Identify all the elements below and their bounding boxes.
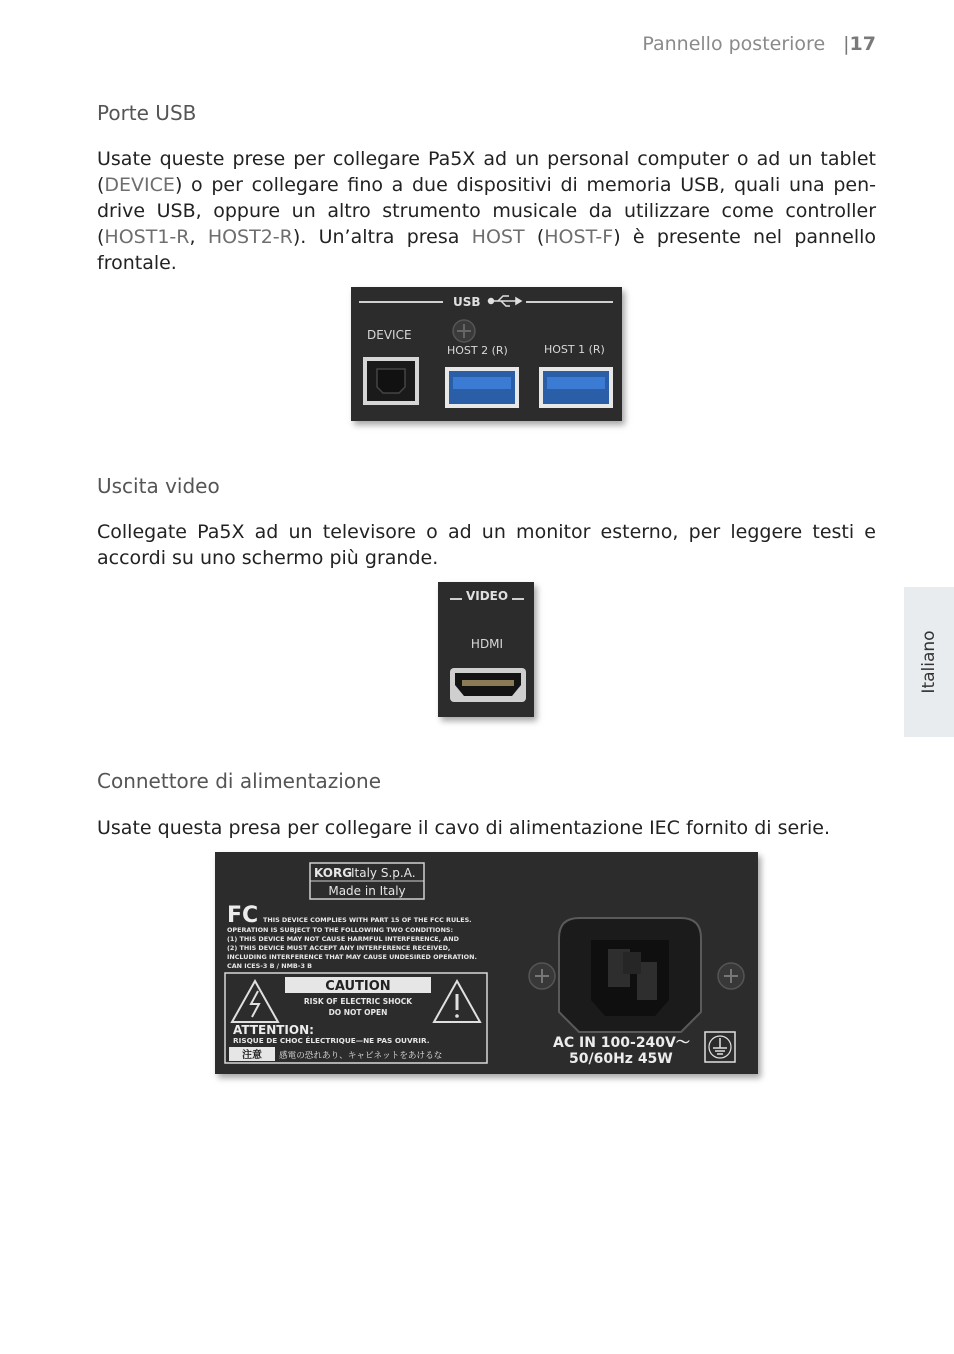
host1-term: HOST1-R	[104, 226, 190, 248]
svg-text:注意: 注意	[242, 1050, 262, 1061]
ground-screw-icon	[453, 320, 475, 342]
section-title: Pannello posteriore	[642, 33, 826, 55]
power-heading: Connettore di alimentazione	[97, 769, 382, 793]
svg-text:(1) THIS DEVICE MAY NOT CAUSE: (1) THIS DEVICE MAY NOT CAUSE HARMFUL INTERFERENCE, AND	[227, 935, 459, 943]
ac-in-label: AC IN 100-240V～	[553, 1035, 690, 1051]
usb-a-port-host2-icon	[445, 367, 519, 408]
svg-text:RISQUE DE CHOC ÉLECTRIQUE—NE P: RISQUE DE CHOC ÉLECTRIQUE—NE PAS OUVRIR.	[233, 1036, 430, 1045]
iec-socket-icon	[529, 918, 744, 1032]
page-number: 17	[849, 33, 876, 55]
host2-term: HOST2-R	[207, 226, 293, 248]
video-panel-image	[438, 582, 534, 717]
fcc-text	[227, 916, 477, 970]
device-term: DEVICE	[104, 174, 175, 196]
page-header	[642, 33, 876, 55]
svg-text:OPERATION IS SUBJECT TO THE FO: OPERATION IS SUBJECT TO THE FOLLOWING TWO CONDITIONS:	[227, 926, 454, 934]
svg-text:感電の恐れあり、キャビネットをあけるな: 感電の恐れあり、キャビネットをあけるな	[279, 1051, 443, 1061]
usb-title: USB	[453, 295, 481, 309]
host-term: HOST	[471, 226, 525, 248]
svg-text:DO NOT OPEN: DO NOT OPEN	[328, 1008, 388, 1017]
made-in-label: Made in Italy	[328, 884, 406, 898]
ac-rating-label: 50/60Hz 45W	[569, 1051, 673, 1067]
svg-text:(2) THIS DEVICE MUST ACCEPT AN: (2) THIS DEVICE MUST ACCEPT ANY INTERFERENCE RECEIVED,	[227, 944, 451, 952]
usb-host2-label: HOST 2 (R)	[447, 344, 508, 357]
svg-text:INCLUDING INTERFERENCE THAT MA: INCLUDING INTERFERENCE THAT MAY CAUSE UNDESIRED OPERATION.	[227, 953, 477, 961]
attention-title: ATTENTION:	[233, 1023, 314, 1037]
video-paragraph: Collegate Pa5X ad un televisore o ad un monitor esterno, per leggere testi e accordi su uno schermo più grande.	[97, 521, 876, 569]
class-i-earth-icon	[705, 1032, 735, 1062]
korg-label	[310, 863, 424, 899]
lightning-warning-icon	[232, 981, 278, 1022]
usb-heading: Porte USB	[97, 101, 197, 125]
usb-b-port-icon	[363, 357, 419, 405]
hdmi-label: HDMI	[470, 637, 504, 651]
usb-device-label: DEVICE	[367, 328, 412, 342]
usb-paragraph: Usate queste prese per collegare Pa5X ad un personal computer o ad un tablet (DEVICE) o per collegare fino a due dispositivi di memoria USB, quali una pen-drive USB, oppure un altro strumento musicale da utilizzare come controller (HOST1-R, HOST2-R). Un’altra presa HOST (HOST-F) è presente nel pannello frontale.	[97, 148, 876, 274]
power-panel-image	[215, 852, 758, 1074]
usb-host1-label: HOST 1 (R)	[544, 343, 605, 356]
usb-a-port-host1-icon	[539, 367, 613, 408]
caution-label	[225, 973, 487, 1063]
svg-text:RISK OF ELECTRIC SHOCK: RISK OF ELECTRIC SHOCK	[303, 997, 413, 1006]
video-heading: Uscita video	[97, 474, 220, 498]
korg-company: Italy S.p.A.	[351, 866, 416, 880]
header-separator: |	[843, 33, 850, 55]
hostf-term: HOST-F	[544, 226, 614, 248]
hdmi-port-icon	[450, 668, 526, 702]
video-title: VIDEO	[465, 589, 509, 603]
language-tab-label: Italiano	[919, 630, 939, 694]
korg-brand: KORG	[314, 866, 353, 880]
language-tab	[904, 587, 954, 737]
usb-symbol-icon	[489, 296, 522, 306]
usb-panel-image	[351, 287, 622, 421]
caution-title: CAUTION	[325, 979, 391, 994]
fcc-logo: FC	[227, 903, 259, 928]
power-paragraph: Usate questa presa per collegare il cavo di alimentazione IEC fornito di serie.	[97, 817, 831, 839]
svg-text:CAN ICES-3 B / NMB-3 B: CAN ICES-3 B / NMB-3 B	[227, 962, 312, 970]
svg-text:THIS DEVICE COMPLIES WITH PART: THIS DEVICE COMPLIES WITH PART 15 OF THE FCC RULES.	[263, 916, 472, 924]
